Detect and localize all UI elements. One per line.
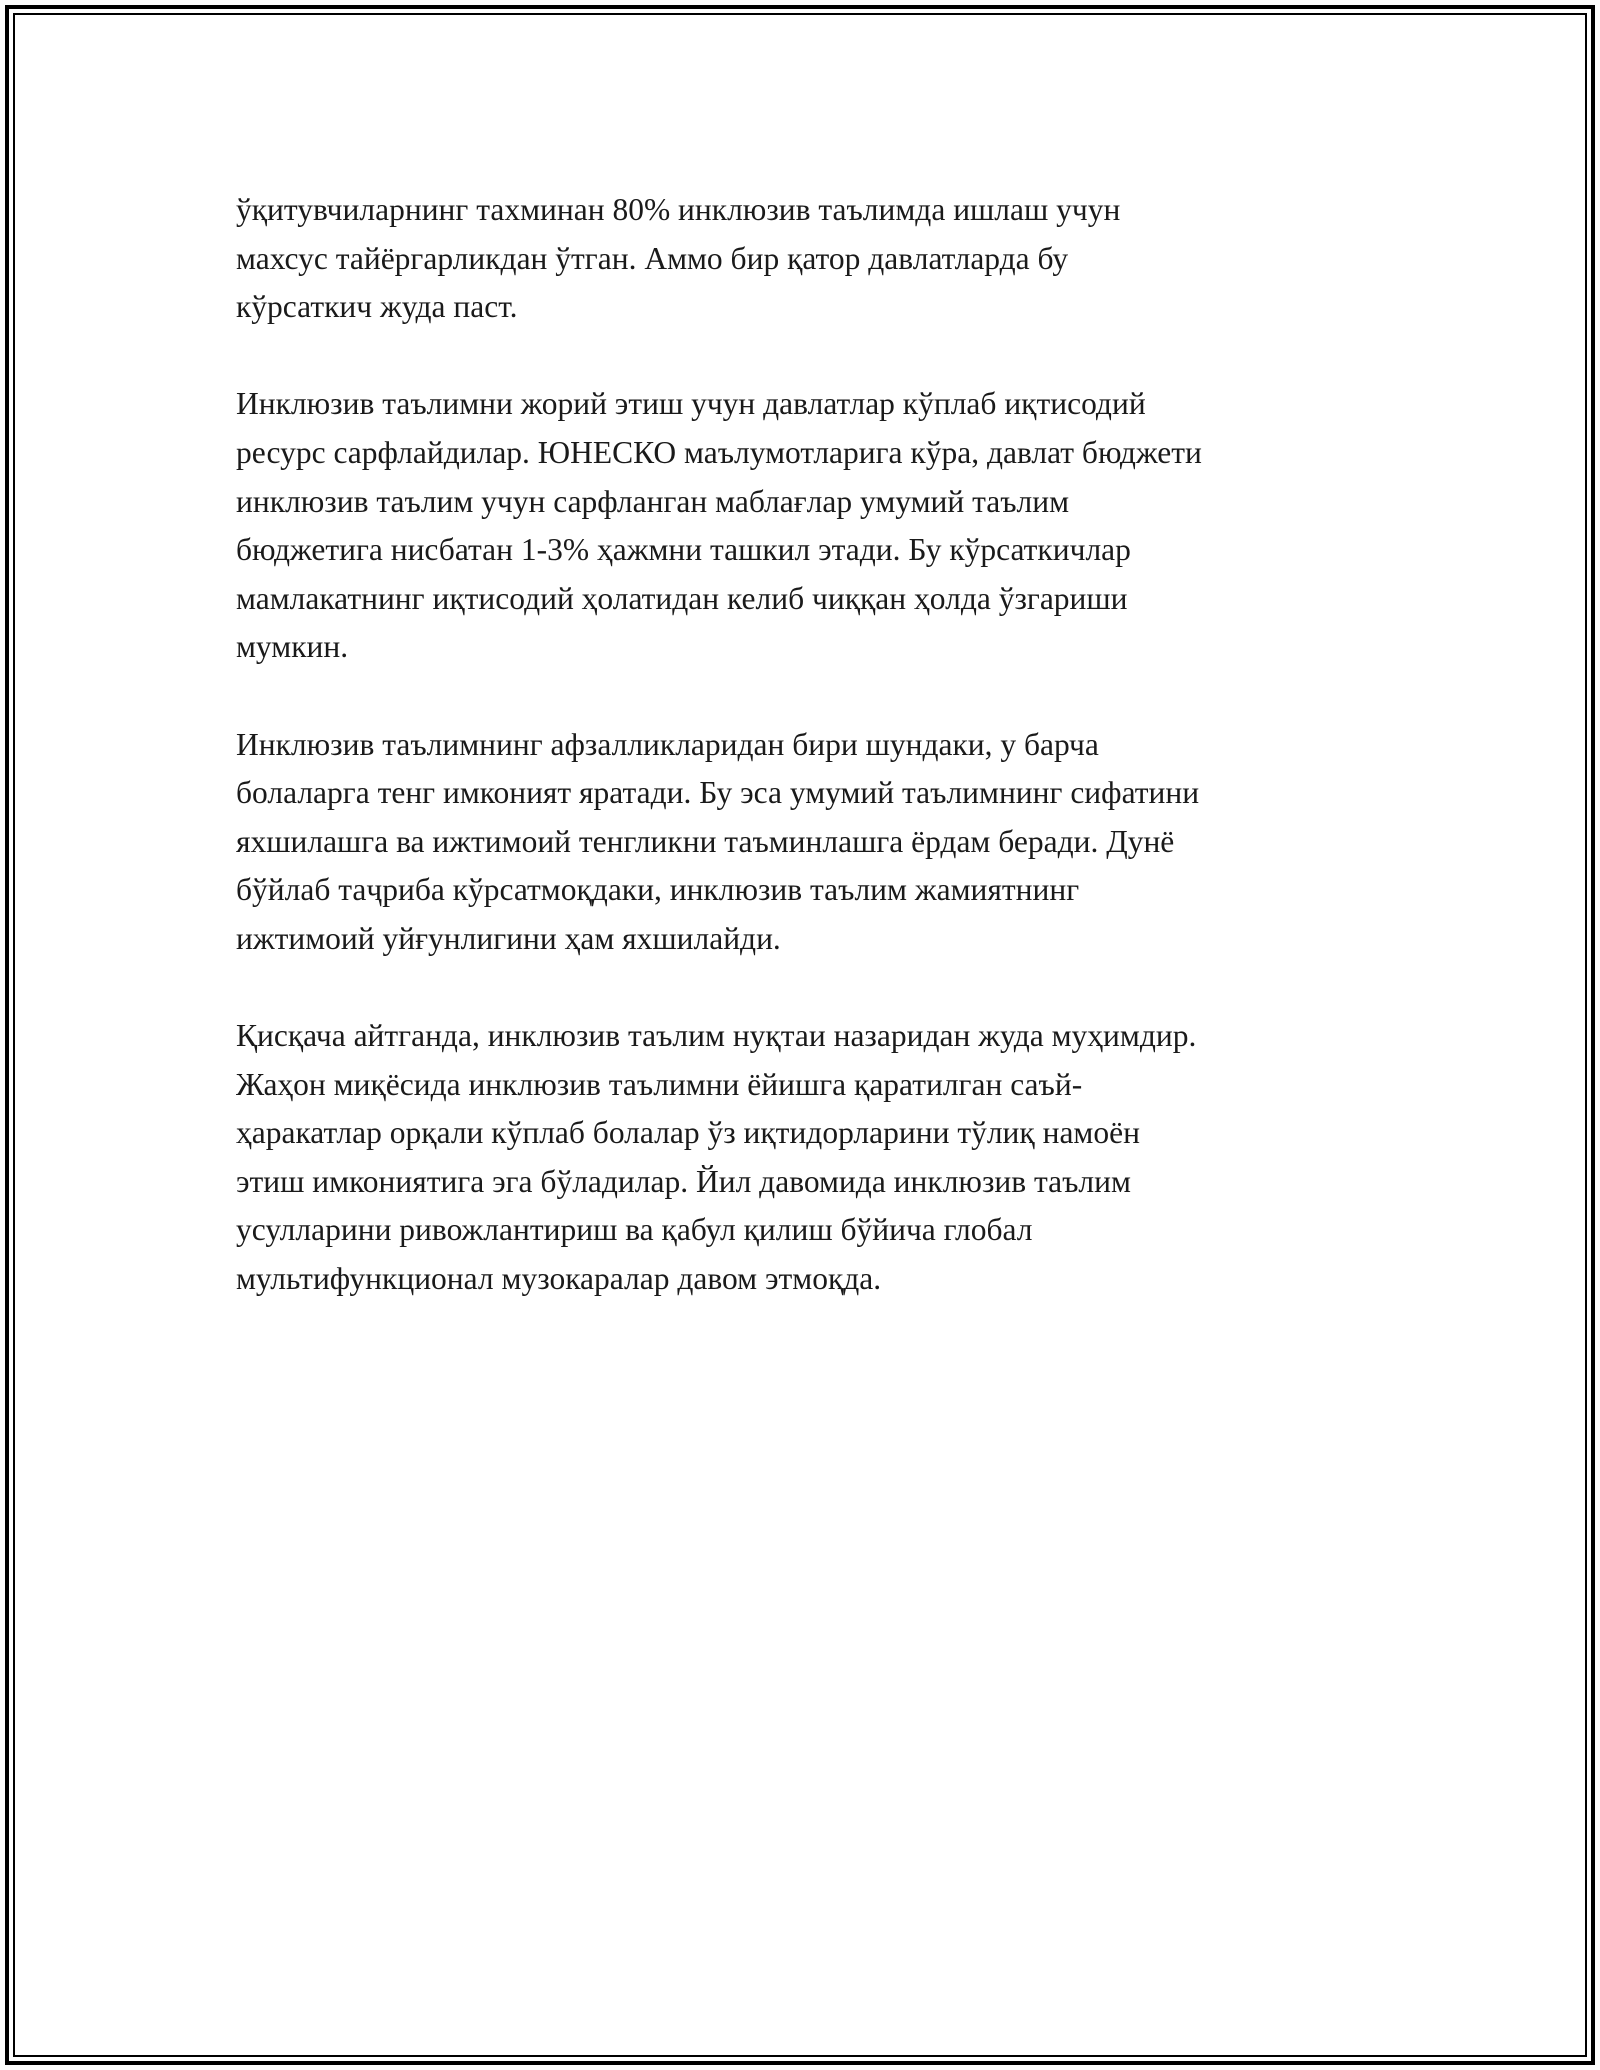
paragraph-teacher-training: ўқитувчиларнинг тахминан 80% инклюзив таълимда ишлаш учун махсус тайёргарликдан ўтган. Аммо бир қатор давлатларда бу кўрсаткич жуда паст. (236, 192, 1121, 325)
paragraph-advantages: Инклюзив таълимнинг афзалликларидан бири шундаки, у барча болаларга тенг имконият яратади. Бу эса умумий таълимнинг сифатини яхшилашга ва ижтимоий тенгликни таъминлашга ёрдам беради. Дунё бўйлаб таҷриба кўрсатмоқдаки, инклюзив таълим жамиятнинг ижтимоий уйғунлигини ҳам яхшилайди. (236, 726, 1200, 956)
paragraph-conclusion: Қисқача айтганда, инклюзив таълим нуқтаи назаридан жуда муҳимдир. Жаҳон миқёсида инклюзив таълимни ёйишга қаратилган саъй- ҳаракатлар орқали кўплаб болалар ўз иқтидорларини тўлиқ намоён этиш имкониятига эга бўладилар. Йил давомида инклюзив таълим усулларини ривожлантириш ва қабул қилиш бўйича глобал мультифункционал музокаралар давом этмоқда. (236, 1018, 1197, 1297)
paragraph-budget-resources: Инклюзив таълимни жорий этиш учун давлатлар кўплаб иқтисодий ресурс сарфлайдилар. ЮНЕСКО маълумотларига кўра, давлат бюджети инклюзив таълим учун сарфланган маблағлар умумий таълим бюджетига нисбатан 1-3% ҳажмни ташкил этади. Бу кўрсаткичлар мамлакатнинг иқтисодий ҳолатидан келиб чиққан ҳолда ўзгариши мумкин. (236, 386, 1202, 665)
document-body (236, 186, 1376, 1352)
